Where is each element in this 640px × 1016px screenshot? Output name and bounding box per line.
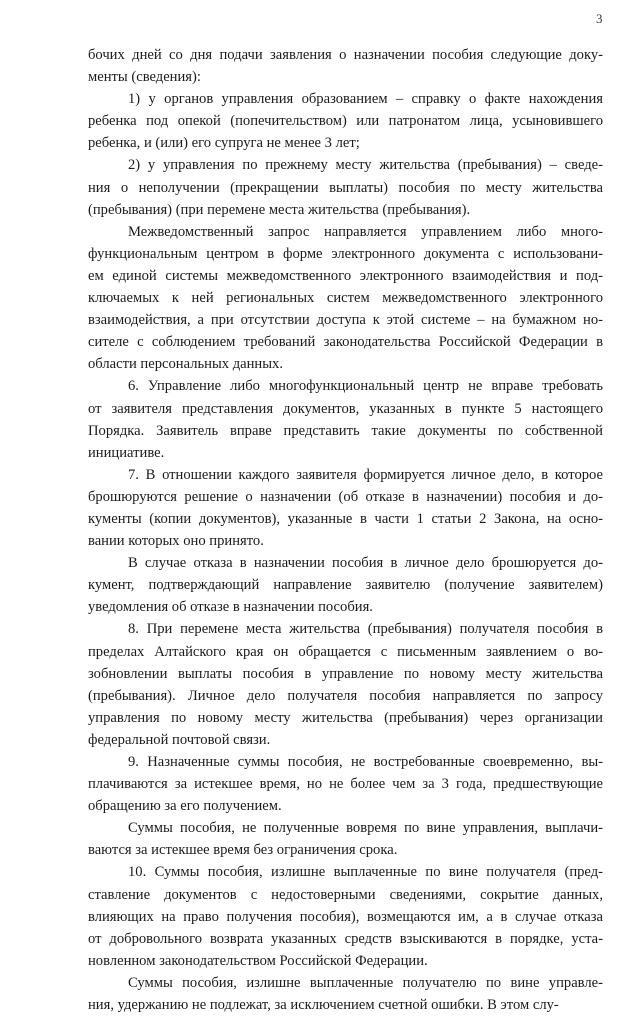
text-line: инициативе. <box>88 444 165 461</box>
text-line: федеральной почтовой связи. <box>88 731 271 748</box>
text-line: ребенка под опекой (попечительством) или патронатом лица, усыновившего <box>88 113 603 130</box>
text-line: Суммы пособия, не полученные вовремя по вине управления, выплачи- <box>128 820 603 837</box>
text-line: ключаемых к ней региональных систем межведомственного электронного <box>88 290 603 307</box>
text-line: функциональным центром в форме электронного документа с использовани- <box>88 245 603 262</box>
text-line: ваются за истекшее время без ограничения срока. <box>88 842 398 859</box>
paragraph-p1 <box>88 88 603 154</box>
paragraph-p10 <box>88 861 603 971</box>
paragraph-p9 <box>88 817 603 861</box>
text-line: сителе с соблюдением требований законодательства Российской Федерации в <box>88 334 603 351</box>
text-line: ребенка, и (или) его супруга не менее 3 лет; <box>88 135 360 152</box>
text-line: управления по новому месту жительства (пребывания) через организации <box>88 709 603 726</box>
text-line: кументы (копии документов), указанные в части 1 статьи 2 Закона, на осно- <box>88 510 603 527</box>
paragraph-p2 <box>88 154 603 220</box>
paragraph-p11 <box>88 972 603 1016</box>
text-line: ставление документов с недостоверными сведениями, сокрытие данных, <box>88 886 603 903</box>
text-line: (пребывания). Личное дело получателя пособия направляется по запросу <box>88 687 603 704</box>
text-line: обращению за его получением. <box>88 798 282 815</box>
text-line: 6. Управление либо многофункциональный центр не вправе требовать <box>128 378 603 395</box>
text-line: Межведомственный запрос направляется управлением либо много- <box>128 223 603 240</box>
document-body <box>88 44 603 1016</box>
text-line: от заявителя представления документов, указанных в пункте 5 настоящего <box>88 400 603 417</box>
text-line: зобновлении выплаты пособия в управление по новому месту жительства <box>88 665 603 682</box>
text-line: бочих дней со дня подачи заявления о назначении пособия следующие доку- <box>88 47 603 63</box>
text-line: 8. При перемене места жительства (пребывания) получателя пособия в <box>128 621 603 638</box>
text-line: новленном законодательством Российской Федерации. <box>88 952 428 969</box>
text-line: менты (сведения): <box>88 69 201 86</box>
text-line: области персональных данных. <box>88 356 283 373</box>
text-line: 1) у органов управления образованием – справку о факте нахождения <box>128 91 603 108</box>
text-line: 2) у управления по прежнему месту жительства (пребывания) – сведе- <box>128 157 603 174</box>
page-number: 3 <box>596 11 603 26</box>
text-line: ем единой системы межведомственного электронного взаимодействия и под- <box>88 267 603 284</box>
text-line: Суммы пособия, излишне выплаченные получателю по вине управле- <box>128 974 603 991</box>
paragraph-p4 <box>88 375 603 463</box>
text-line: пределах Алтайского края он обращается с письменным заявлением о во- <box>88 643 603 660</box>
paragraph-p3 <box>88 221 603 376</box>
paragraph-p7 <box>88 618 603 751</box>
text-line: взаимодействия, а при отсутствии доступа к этой системе – на бумажном но- <box>88 312 603 329</box>
text-line: 10. Суммы пособия, излишне выплаченные по вине получателя (пред- <box>128 864 603 881</box>
text-line: Порядка. Заявитель вправе представить такие документы по собственной <box>88 422 603 439</box>
text-line: 9. Назначенные суммы пособия, не востребованные своевременно, вы- <box>128 754 603 770</box>
text-line: влияющих на право получения пособия), возмещаются им, а в случае отказа <box>88 908 603 925</box>
text-line: ния, удержанию не подлежат, за исключением счетной ошибки. В этом слу- <box>88 997 559 1014</box>
paragraph-p8 <box>88 751 603 817</box>
text-line: 7. В отношении каждого заявителя формируется личное дело, в которое <box>128 466 603 483</box>
paragraph-p5 <box>88 464 603 552</box>
paragraph-p0 <box>88 44 603 88</box>
text-line: брошюруются решение о назначении (об отказе в назначении) пособия и до- <box>88 488 603 505</box>
text-line: уведомления об отказе в назначении пособия. <box>88 599 373 616</box>
text-line: вании которых оно принято. <box>88 533 264 550</box>
text-line: В случае отказа в назначении пособия в личное дело брошюруется до- <box>128 555 603 572</box>
text-line: ния о неполучении (прекращении выплаты) пособия по месту жительства <box>88 179 603 196</box>
text-line: плачиваются за истекшее время, но не более чем за 3 года, предшествующие <box>88 776 603 793</box>
text-line: (пребывания) (при перемене места жительства (пребывания). <box>88 201 471 218</box>
text-line: кумент, подтверждающий направление заявителю (получение заявителем) <box>88 577 603 594</box>
paragraph-p6 <box>88 552 603 618</box>
text-line: от добровольного возврата указанных средств взыскиваются в порядке, уста- <box>88 930 603 947</box>
